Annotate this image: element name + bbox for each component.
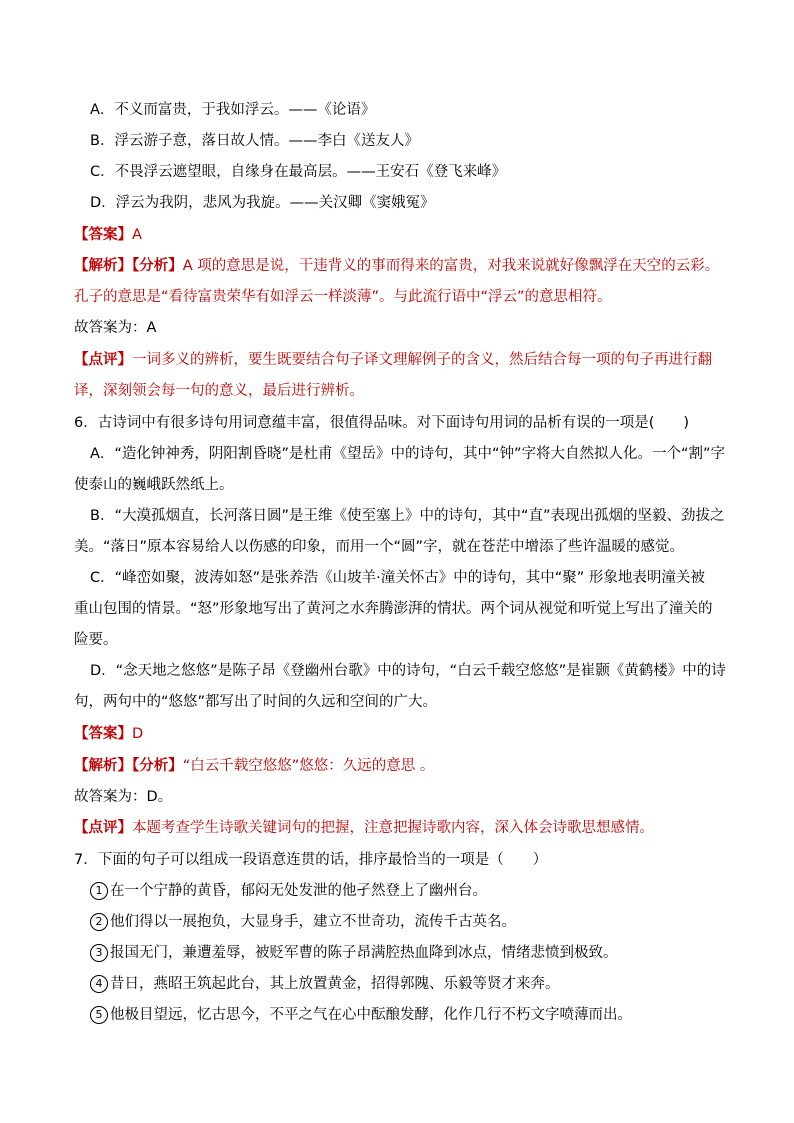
item-text: 他们得以一展抱负，大显身手，建立不世奇功，流传千古英名。 <box>110 914 516 930</box>
analysis-tag: 【解析】【分析】 <box>74 758 183 774</box>
q6-option-a: A．“造化钟神秀，阴阳割昏晓”是杜甫《望岳》中的诗句，其中“钟”字将大自然拟人化。一个“割”字 <box>90 446 725 462</box>
q5-answer <box>74 225 734 245</box>
q5-comment-cont: 译，深刻领会每一句的意义，最后进行辨析。 <box>74 383 364 399</box>
answer-value: D <box>132 726 144 742</box>
q7-item-2 <box>90 912 734 932</box>
q5-option-d: D．浮云为我阴，悲风为我旋。——关汉卿《窦娥冤》 <box>90 195 435 211</box>
q6-option-b: B．“大漠孤烟直，长河落日圆”是王维《使至塞上》中的诗句，其中“直”表现出孤烟的坚毅、劲拔之 <box>90 508 725 524</box>
item-number-badge: 3 <box>90 944 108 962</box>
analysis-text: “白云千载空悠悠”悠悠：久远的意思 。 <box>182 758 435 774</box>
q6-conclusion: 故答案为：D。 <box>74 789 173 805</box>
comment-tag: 【点评】 <box>74 352 132 368</box>
q7-stem: 7．下面的句子可以组成一段语意连贯的话，排序最恰当的一项是（ ） <box>74 852 548 868</box>
q6-option-d-cont: 句，两句中的“悠悠”都写出了时间的久远和空间的广大。 <box>74 694 438 710</box>
analysis-text: A 项的意思是说，干违背义的事而得来的富贵，对我来说就好像飘浮在天空的云彩。 <box>182 258 720 274</box>
q6-comment <box>74 818 734 838</box>
item-text: 在一个宁静的黄昏，郁闷无处发泄的他孑然登上了幽州台。 <box>110 883 487 899</box>
comment-text: 一词多义的辨析，要生既要结合句子译文理解例子的含义，然后结合每一项的句子再进行翻 <box>132 352 712 368</box>
item-number-badge: 5 <box>90 1006 108 1024</box>
q5-option-b: B．浮云游子意，落日故人情。——李白《送友人》 <box>90 133 419 149</box>
q6-option-a-cont: 使泰山的巍峨跃然纸上。 <box>74 477 234 493</box>
q7-item-4 <box>90 974 734 994</box>
q5-conclusion: 故答案为：A <box>74 320 157 336</box>
comment-text: 本题考查学生诗歌关键词句的把握，注意把握诗歌内容，深入体会诗歌思想感情。 <box>132 820 654 836</box>
q6-stem: 6．古诗词中有很多诗句用词意蕴丰富，很值得品味。对下面诗句用词的品析有误的一项是( ) <box>74 415 690 431</box>
q5-option-a: A．不义而富贵，于我如浮云。——《论语》 <box>90 102 376 118</box>
q6-option-d: D．“念天地之悠悠”是陈子昂《登幽州台歌》中的诗句，“白云千载空悠悠”是崔颢《黄鹤楼》中的诗 <box>90 663 726 679</box>
q5-option-c: C．不畏浮云遮望眼，自缘身在最高层。——王安石《登飞来峰》 <box>90 164 507 180</box>
answer-value: A <box>132 227 142 243</box>
q7-item-3 <box>90 943 734 963</box>
q6-option-c: C．“峰峦如聚，波涛如怒”是张养浩《山坡羊·潼关怀古》中的诗句，其中“聚” 形象地表明潼关被 <box>90 570 705 586</box>
q6-option-c-cont2: 险要。 <box>74 632 118 648</box>
analysis-tag: 【解析】【分析】 <box>74 258 183 274</box>
comment-tag: 【点评】 <box>74 820 132 836</box>
item-number-badge: 1 <box>90 882 108 900</box>
answer-tag: 【答案】 <box>74 227 132 243</box>
q6-option-c-cont: 重山包围的情景。“怒”形象地写出了黄河之水奔腾澎湃的情状。两个词从视觉和听觉上写出了潼关的 <box>74 601 713 617</box>
q7-item-1 <box>90 881 734 901</box>
item-number-badge: 4 <box>90 975 108 993</box>
item-text: 昔日，燕昭王筑起此台，其上放置黄金，招得郭隗、乐毅等贤才来奔。 <box>110 976 560 992</box>
q5-analysis-cont: 孔子的意思是“看待富贵荣华有如浮云一样淡薄”。与此流行语中“浮云”的意思相符。 <box>74 289 612 305</box>
q7-item-5 <box>90 1005 734 1025</box>
q6-answer <box>74 724 734 744</box>
q6-option-b-cont: 美。“落日”原本容易给人以伤感的印象，而用一个“圆”字，就在苍茫中增添了些许温暖的感觉。 <box>74 539 685 555</box>
item-text: 报国无门，兼遭羞辱，被贬军曹的陈子昂满腔热血降到冰点，情绪悲愤到极致。 <box>110 945 618 961</box>
item-number-badge: 2 <box>90 913 108 931</box>
answer-tag: 【答案】 <box>74 726 132 742</box>
q6-analysis <box>74 756 734 776</box>
q5-comment <box>74 350 734 370</box>
item-text: 他极目望远，忆古思今，不平之气在心中酝酿发酵，化作几行不朽文字喷薄而出。 <box>110 1007 632 1023</box>
q5-analysis <box>74 256 734 276</box>
